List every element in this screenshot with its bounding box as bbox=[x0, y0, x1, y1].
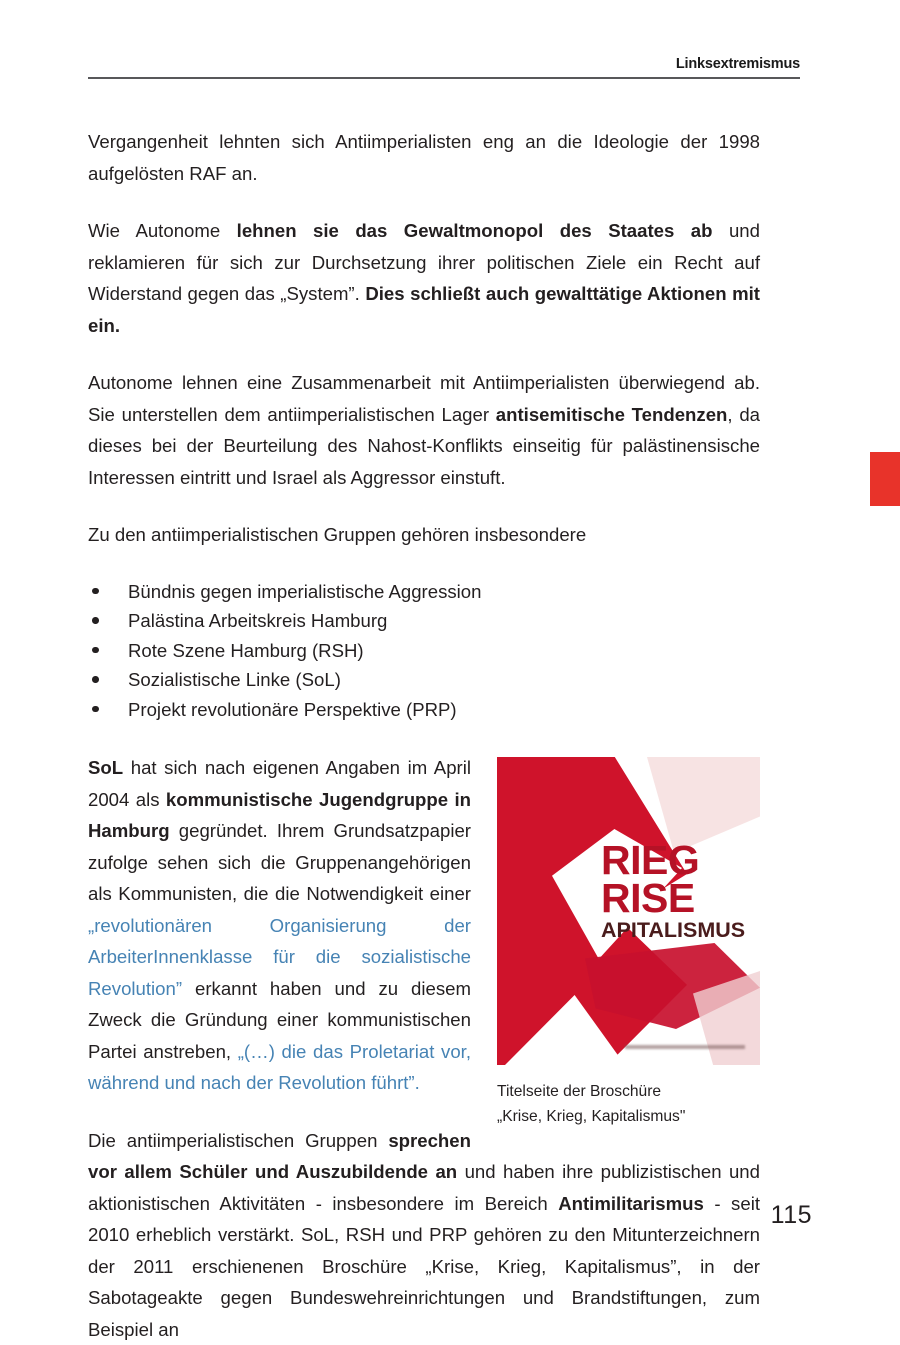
cover-title-line-3: APITALISMUS bbox=[601, 920, 745, 940]
text-run: und reklamieren für sich zur Durchsetzung ihrer politischen Ziele ein Recht auf Widerstand gegen das „System”. bbox=[88, 220, 760, 304]
bullet-icon bbox=[92, 617, 99, 624]
figure-brochure bbox=[497, 757, 760, 1129]
text-run: Zu den antiimperialistischen Gruppen gehören insbesondere bbox=[88, 524, 586, 545]
figure-caption bbox=[497, 1079, 760, 1129]
text-run: und haben ihre publizistischen und aktionistischen Aktivitäten - insbesondere im Bereich bbox=[88, 1161, 760, 1214]
section-tab-marker bbox=[870, 452, 900, 506]
list-item-label: Palästina Arbeitskreis Hamburg bbox=[128, 610, 387, 631]
text-run: Autonome lehnen eine Zusammenarbeit mit Antiimperialisten überwiegend ab. Sie unterstellen dem antiimperialistischen Lager bbox=[88, 372, 760, 425]
header-divider bbox=[88, 77, 800, 79]
quote-run: „(…) die das Proletariat vor, während und nach der Revolution führt”. bbox=[88, 1041, 471, 1094]
text-run: - seit 2010 erheblich verstärkt. SoL, RSH und PRP gehören zu den Mitunterzeichnern der 2011 erschienenen Broschüre „Krise, Krieg, Kapitalismus”, in der Sabotageakte gegen Bundeswehreinrichtungen und Brandstiftungen, zum Beispiel an bbox=[88, 1193, 760, 1340]
group-list bbox=[88, 577, 760, 725]
cover-title-line-1: RIEG bbox=[601, 841, 745, 879]
list-item-label: Bündnis gegen imperialistische Aggression bbox=[128, 581, 482, 602]
text-run: hat sich nach eigenen Angaben im April 2004 als bbox=[88, 757, 471, 810]
text-run: erkannt haben und zu diesem Zweck die Gründung einer kommunistischen Partei anstreben, bbox=[88, 978, 471, 1062]
brochure-cover-image bbox=[497, 757, 760, 1065]
bold-run: lehnen sie das Gewaltmonopol des Staates ab bbox=[237, 220, 713, 241]
cover-title bbox=[601, 841, 745, 940]
list-item bbox=[88, 577, 760, 607]
bold-run: antisemitische Tendenzen bbox=[496, 404, 728, 425]
text-run: Wie Autonome bbox=[88, 220, 237, 241]
text-run: , da dieses bei der Beurteilung des Nahost-Konflikts einseitig für palästinensische Interessen eintritt und Israel als Aggressor einstuft. bbox=[88, 404, 760, 488]
list-item bbox=[88, 695, 760, 725]
list-item bbox=[88, 636, 760, 666]
cover-subtitle-illegible bbox=[625, 1045, 745, 1049]
quote-run: „revolutionären Organisierung der ArbeiterInnenklasse für die sozialistische Revolution” bbox=[88, 915, 471, 999]
paragraph-autonome bbox=[88, 367, 760, 493]
bold-run: kommunistische Jugendgruppe in Hamburg bbox=[88, 789, 471, 842]
list-item-label: Projekt revolutionäre Perspektive (PRP) bbox=[128, 699, 457, 720]
bold-run: Dies schließt auch gewalttätige Aktionen mit ein. bbox=[88, 283, 760, 336]
bullet-icon bbox=[92, 647, 99, 654]
bold-run: sprechen vor allem Schüler und Auszubildende an bbox=[88, 1130, 471, 1183]
figure-caption-line-2: „Krise, Krieg, Kapitalismus" bbox=[497, 1108, 685, 1125]
bullet-icon bbox=[92, 588, 99, 595]
paragraph-gewaltmonopol bbox=[88, 215, 760, 341]
list-item-label: Sozialistische Linke (SoL) bbox=[128, 669, 341, 690]
bullet-icon bbox=[92, 706, 99, 713]
list-item-label: Rote Szene Hamburg (RSH) bbox=[128, 640, 364, 661]
paragraph-continuation bbox=[88, 126, 760, 189]
text-run: gegründet. Ihrem Grundsatzpapier zufolge sehen sich die Gruppenangehörigen als Kommunisten, die die Notwendigkeit einer bbox=[88, 820, 471, 904]
list-item bbox=[88, 606, 760, 636]
body-content bbox=[88, 126, 760, 1345]
bullet-icon bbox=[92, 676, 99, 683]
paragraph-text: Vergangenheit lehnten sich Antiimperialisten eng an die Ideologie der 1998 aufgelösten RAF an. bbox=[88, 131, 760, 184]
figure-caption-line-1: Titelseite der Broschüre bbox=[497, 1083, 661, 1100]
bold-run: Antimilitarismus bbox=[558, 1193, 704, 1214]
list-item bbox=[88, 665, 760, 695]
header-title: Linksextremismus bbox=[88, 56, 800, 77]
paragraph-antimilitarismus bbox=[88, 1125, 760, 1345]
bold-run: SoL bbox=[88, 757, 123, 778]
cover-title-line-2: RISE bbox=[601, 879, 745, 917]
paragraph-list-intro bbox=[88, 519, 760, 551]
page-number: 115 bbox=[771, 1201, 812, 1230]
running-header bbox=[88, 56, 800, 79]
text-run: Die antiimperialistischen Gruppen bbox=[88, 1130, 388, 1151]
